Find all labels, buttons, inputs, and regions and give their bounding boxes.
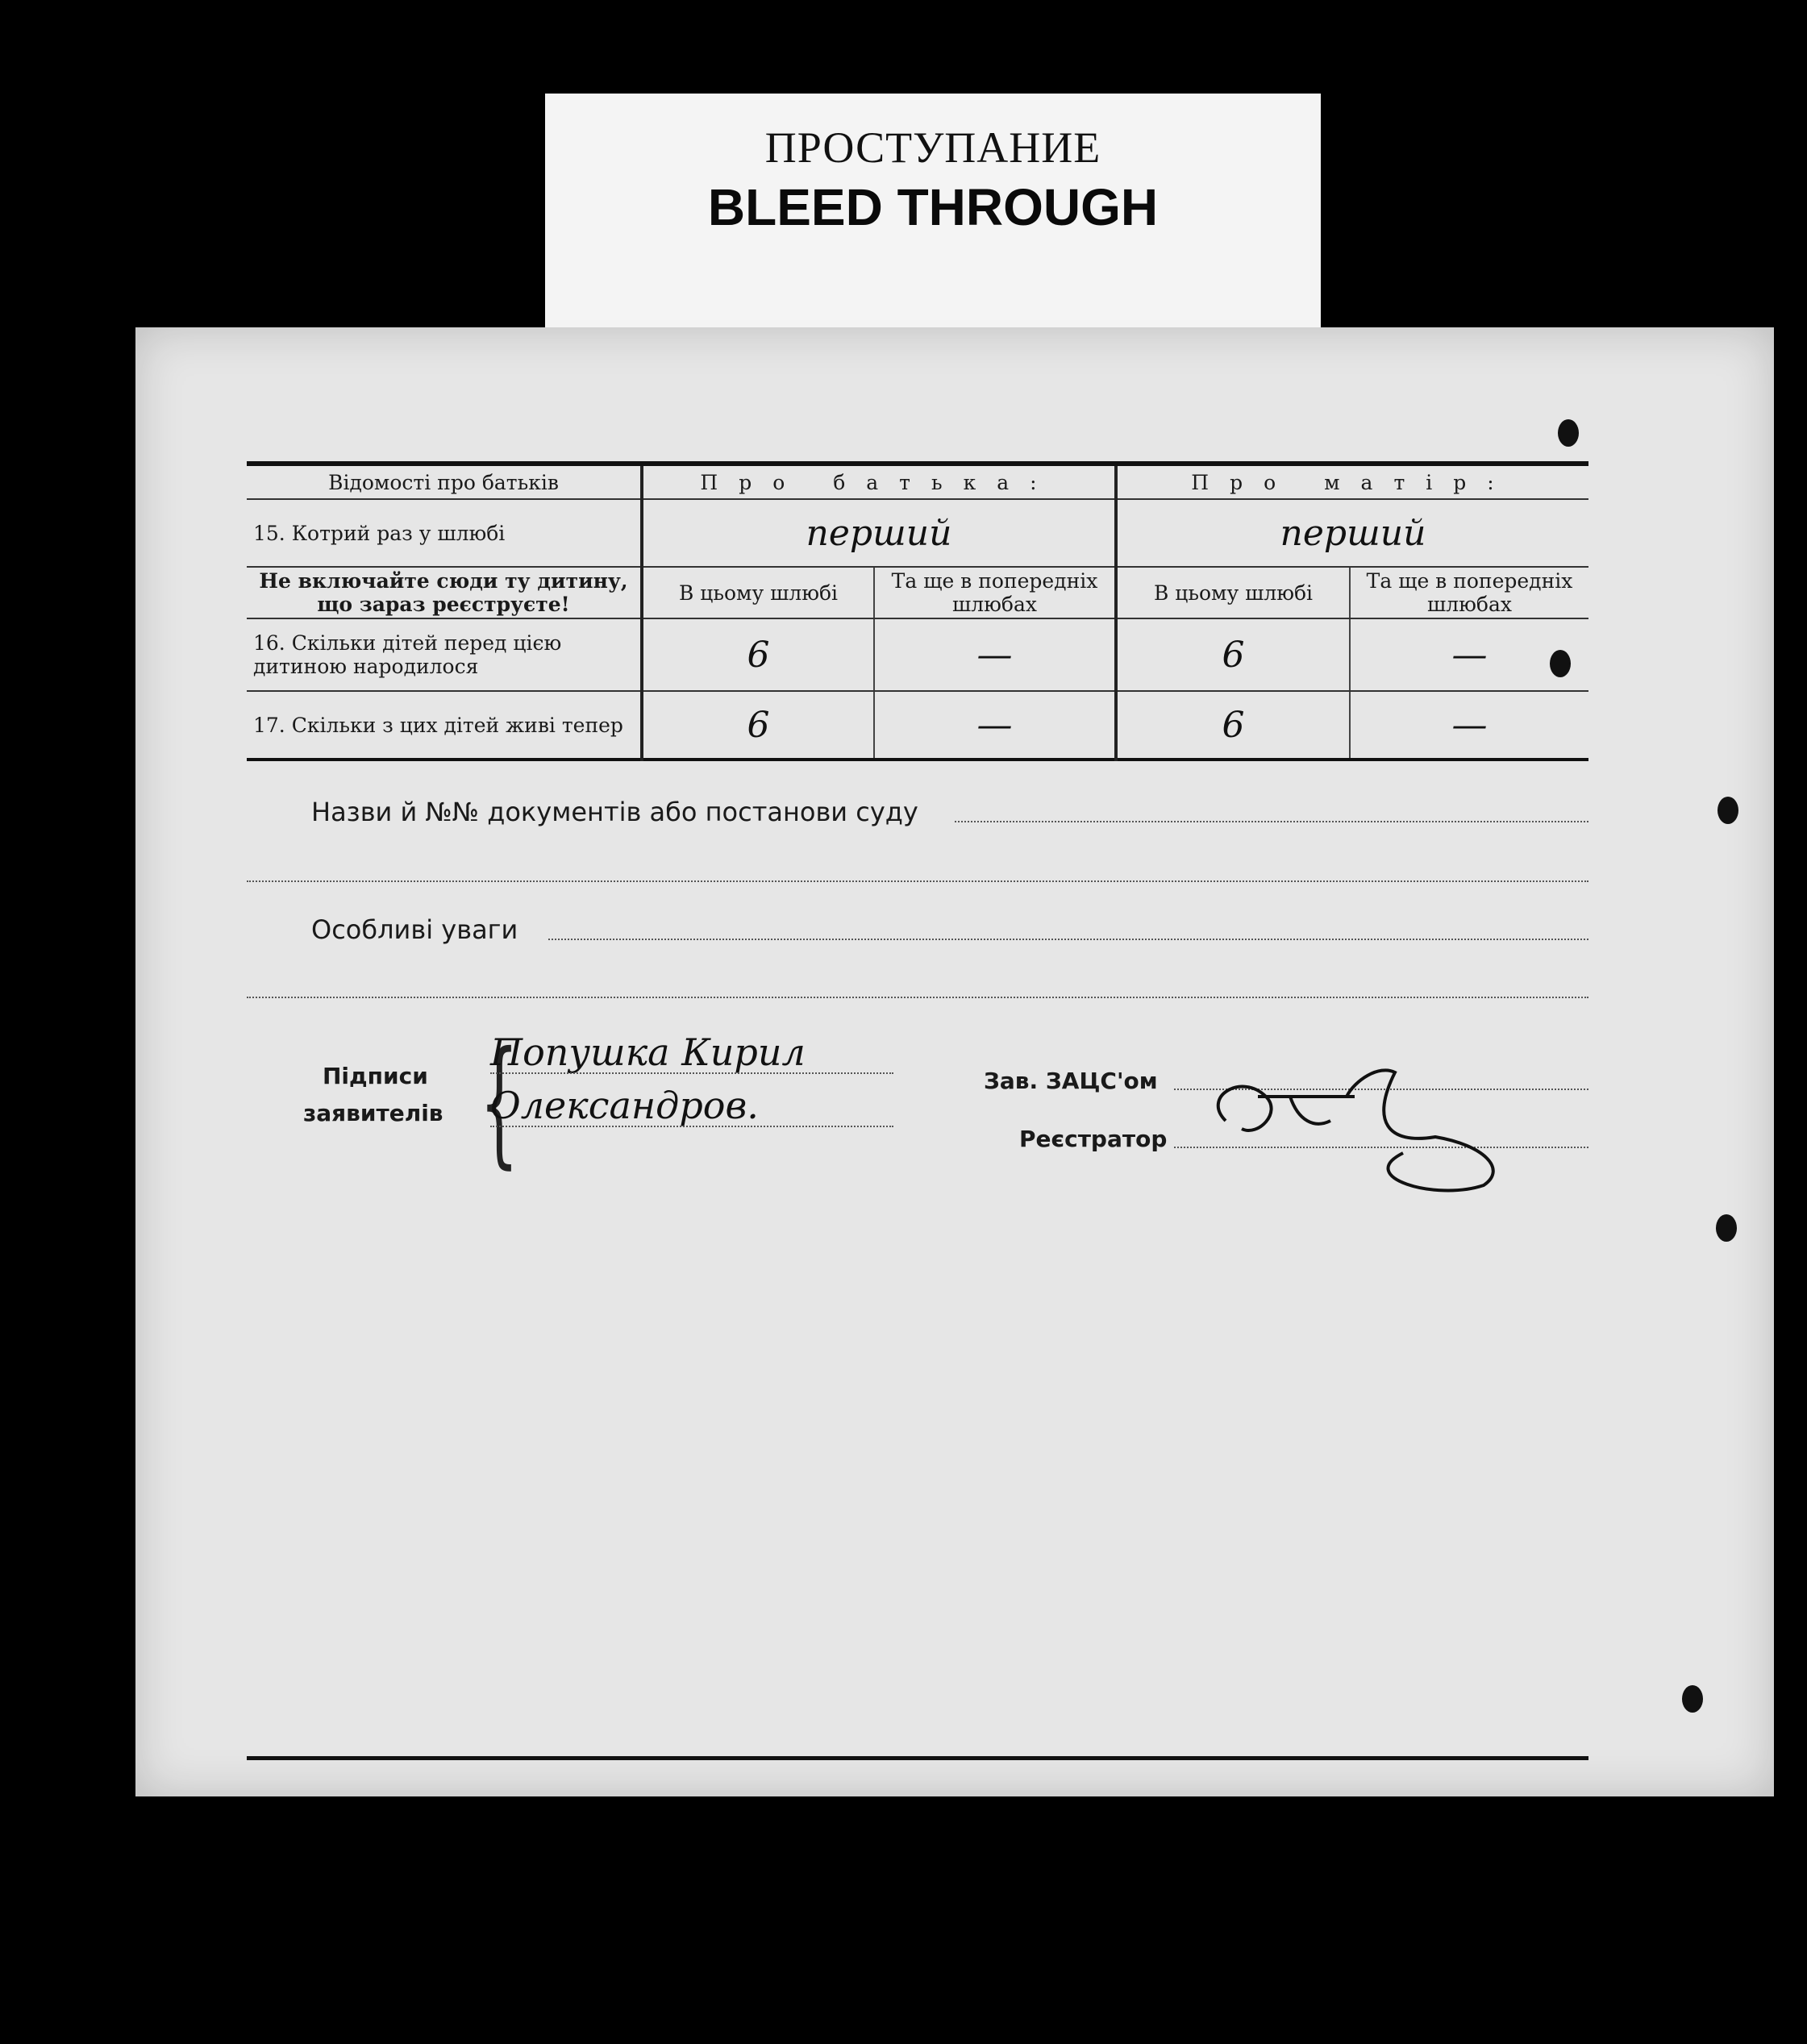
bleed-label-en: BLEED THROUGH [707,178,1159,236]
documents-dotted-line-2 [247,880,1588,882]
row16-father-prev: — [874,618,1116,691]
brace-icon: { [479,1022,519,1182]
binding-hole-icon [1682,1685,1703,1713]
subheader-mother-previous-marriages: Та ще в попередніх шлюбах [1350,567,1588,618]
subheader-mother-this-marriage: В цьому шлюбі [1116,567,1350,618]
parents-info-table [247,461,1588,761]
applicants-label-line2: заявителів [303,1100,443,1126]
binding-hole-icon [1716,1214,1737,1242]
header-mother: Про матір: [1116,464,1588,499]
header-father: Про батька: [642,464,1116,499]
documents-dotted-line [955,821,1588,822]
subheader-note: Не включайте сюди ту дитину, що зараз реєструєте! [247,567,642,618]
table-row-16 [247,618,1588,691]
binding-hole-icon [1558,419,1579,447]
applicant-signature-line-1 [490,1072,893,1074]
table-row-15 [247,499,1588,567]
row15-label: 15. Котрий раз у шлюбі [247,499,642,567]
bleed-through-label [545,94,1321,337]
applicant-signature-line-2 [490,1126,893,1127]
row16-mother-this: 6 [1116,618,1350,691]
head-zags-label: Зав. ЗАЦС'ом [984,1068,1158,1094]
row17-father-prev: — [874,691,1116,760]
remarks-label: Особливі уваги [311,914,518,945]
row15-father-value: перший [642,499,1116,567]
documents-label: Назви й №№ документів або постанови суду [311,797,918,827]
bottom-rule [247,1756,1588,1760]
subheader-father-this-marriage: В цьому шлюбі [642,567,874,618]
header-parents-info: Відомості про батьків [247,464,642,499]
subheader-father-previous-marriages: Та ще в попередніх шлюбах [874,567,1116,618]
remarks-dotted-line-2 [247,997,1588,998]
row16-mother-prev: — [1350,618,1588,691]
row15-mother-value: перший [1116,499,1588,567]
table-subheader-row [247,567,1588,618]
row17-label: 17. Скільки з цих дітей живі тепер [247,691,642,760]
applicant-signature-1: Попушка Кирил [490,1030,806,1074]
bleed-label-ru: ПРОСТУПАНИЕ [764,123,1101,172]
remarks-dotted-line [548,939,1588,940]
row17-mother-prev: — [1350,691,1588,760]
registrar-label: Реєстратор [1019,1126,1168,1152]
row16-father-this: 6 [642,618,874,691]
applicants-label-line1: Підписи [323,1063,428,1089]
registrar-signature-mark [1193,1048,1516,1209]
table-header-row [247,464,1588,499]
row16-label: 16. Скільки дітей перед цією дитиною народилося [247,618,642,691]
binding-hole-icon [1717,797,1738,824]
table-row-17 [247,691,1588,760]
applicant-signature-2: Олександров. [490,1084,759,1127]
row17-mother-this: 6 [1116,691,1350,760]
row17-father-this: 6 [642,691,874,760]
